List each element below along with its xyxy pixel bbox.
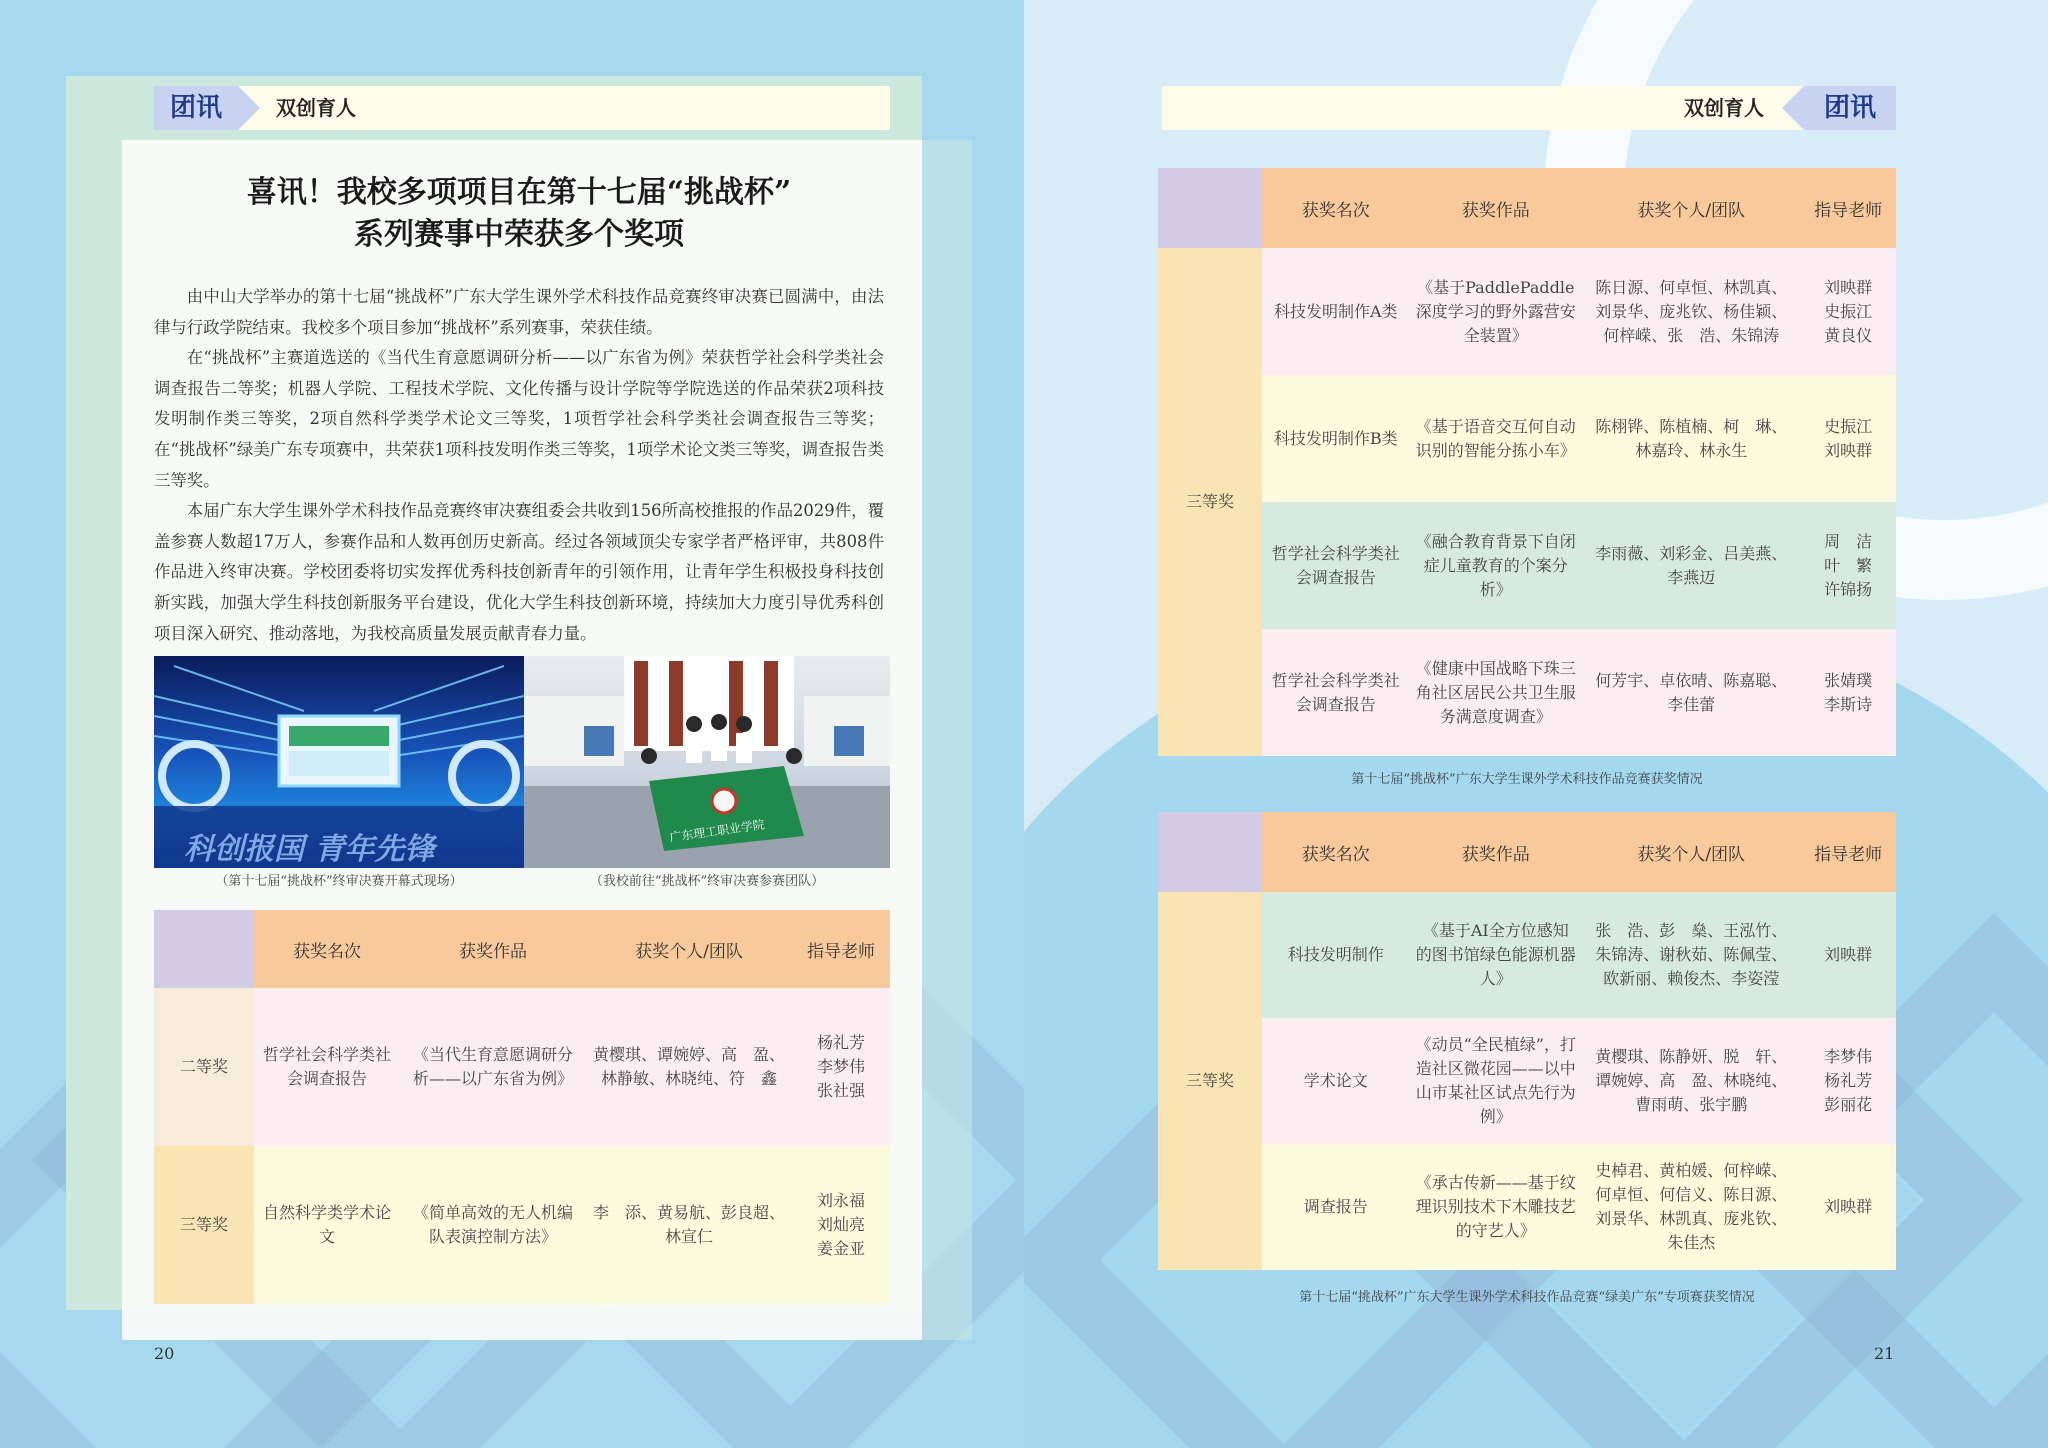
team-cell: 陈日源、何卓恒、林凯真、刘景华、庞兆钦、杨佳颖、何梓嵘、张 浩、朱锦涛 [1582,248,1800,375]
category-cell: 科技发明制作A类 [1262,248,1410,375]
team-cell: 李雨薇、刘彩金、吕美燕、李燕迈 [1582,502,1800,629]
team-cell: 李 添、黄易航、彭良超、林宣仁 [586,1146,792,1304]
photo-team-group [524,656,890,868]
table-row [1158,502,1896,629]
team-cell: 黄樱琪、陈静妍、脱 轩、谭婉婷、高 盈、林晓纯、曹雨萌、张宇鹏 [1582,1018,1800,1144]
table-header-row [1158,812,1896,892]
photo-caption: （第十七届“挑战杯”终审决赛开幕式现场） [215,874,463,889]
work-cell: 《动员“全民植绿”，打造社区微花园——以中山市某社区试点先行为例》 [1410,1018,1583,1144]
page-number: 20 [154,1344,175,1363]
tag-arrow-icon [238,86,260,130]
work-cell: 《健康中国战略下珠三角社区居民公共卫生服务满意度调查》 [1410,629,1583,756]
column-header: 指导老师 [792,910,890,988]
table-caption: 第十七届“挑战杯”广东大学生课外学术科技作品竞赛“绿美广东”专项赛获奖情况 [1299,1290,1755,1305]
paragraph: 在“挑战杯”主赛道选送的《当代生育意愿调研分析——以广东省为例》荣获哲学社会科学类社会调查报告二等奖；机器人学院、工程技术学院、文化传播与设计学院等学院选送的作品荣获2项科技发明制作类三等奖，2项自然科学类学术论文三等奖，1项哲学社会科学类社会调查报告三等奖；在“挑战杯”绿美广东专项赛中，共荣获1项科技发明作类三等奖，1项学术论文类三等奖，调查报告类三等奖。 [154,348,884,490]
column-header: 获奖名次 [1262,812,1410,892]
table-header-row [154,910,890,988]
teacher-cell: 张婧璞 李斯诗 [1800,629,1896,756]
table-header-row [1158,168,1896,248]
table-corner-cell [154,910,254,988]
column-header: 获奖作品 [1410,168,1583,248]
work-cell: 《基于AI全方位感知的图书馆绿色能源机器人》 [1410,892,1583,1018]
work-cell: 《简单高效的无人机编队表演控制方法》 [400,1146,586,1304]
teacher-cell: 史振江 刘映群 [1800,375,1896,502]
team-banner-text: 广东理工职业学院 [668,817,766,845]
column-header: 获奖个人/团队 [1582,812,1800,892]
teacher-cell: 杨礼芳 李梦伟 张社强 [792,988,890,1146]
section-tag: 团讯 [1804,86,1896,130]
section-tag: 团讯 [154,86,238,130]
article-body [154,282,884,649]
rank-cell: 三等奖 [154,1146,254,1304]
tag-arrow-icon [1782,86,1804,130]
work-cell: 《基于PaddlePaddle深度学习的野外露营安全装置》 [1410,248,1583,375]
table-corner-cell [1158,812,1262,892]
photo-caption: （我校前往“挑战杯”终审决赛参赛团队） [589,874,825,889]
table-row [154,988,890,1146]
rank-cell: 三等奖 [1158,892,1262,1270]
title-line: 喜讯！我校多项项目在第十七届“挑战杯” [246,175,792,210]
column-header: 指导老师 [1800,812,1896,892]
category-cell: 哲学社会科学类社会调查报告 [254,988,400,1146]
table-row [1158,375,1896,502]
rank-cell: 二等奖 [154,988,254,1146]
category-cell: 哲学社会科学类社会调查报告 [1262,629,1410,756]
teacher-cell: 李梦伟 杨礼芳 彭丽花 [1800,1018,1896,1144]
table-row [1158,629,1896,756]
paragraph: 本届广东大学生课外学术科技作品竞赛终审决赛组委会共收到156所高校推报的作品2029件，覆盖参赛人数超17万人，参赛作品和人数再创历史新高。经过各领域顶尖专家学者严格评审，共808件作品进入终审决赛。学校团委将切实发挥优秀科技创新青年的引领作用，让青年学生积极投身科技创新实践，加强大学生科技创新服务平台建设，优化大学生科技创新环境，持续加大力度引导优秀科创项目深入研究、推动落地，为我校高质量发展贡献青春力量。 [154,501,884,643]
paragraph: 由中山大学举办的第十七届“挑战杯”广东大学生课外学术科技作品竞赛终审决赛已圆满中，由法律与行政学院结束。我校多个项目参加“挑战杯”系列赛事，荣获佳绩。 [154,287,884,337]
teacher-cell: 周 洁 叶 繁 许锦扬 [1800,502,1896,629]
column-header: 获奖作品 [1410,812,1583,892]
table-row [1158,1018,1896,1144]
category-cell: 科技发明制作 [1262,892,1410,1018]
award-table-main [1158,168,1896,756]
column-header: 获奖名次 [1262,168,1410,248]
category-cell: 哲学社会科学类社会调查报告 [1262,502,1410,629]
team-cell: 张 浩、彭 燊、王泓竹、朱锦涛、谢秋茹、陈佩莹、欧新丽、赖俊杰、李姿滢 [1582,892,1800,1018]
category-cell: 学术论文 [1262,1018,1410,1144]
table-row [1158,248,1896,375]
rank-cell: 三等奖 [1158,248,1262,756]
team-cell: 陈栩铧、陈植楠、柯 琳、林嘉玲、林永生 [1582,375,1800,502]
category-cell: 调查报告 [1262,1144,1410,1270]
team-cell: 何芳宇、卓依晴、陈嘉聪、李佳蕾 [1582,629,1800,756]
award-table-green [1158,812,1896,1270]
column-header: 获奖个人/团队 [1582,168,1800,248]
category-cell: 科技发明制作B类 [1262,375,1410,502]
title-line: 系列赛事中荣获多个奖项 [354,217,684,252]
section-subtitle: 双创育人 [276,96,356,120]
work-cell: 《基于语音交互何自动识别的智能分拣小车》 [1410,375,1583,502]
page-number: 21 [1874,1344,1895,1363]
teacher-cell: 刘映群 史振江 黄良仪 [1800,248,1896,375]
section-subtitle: 双创育人 [1684,96,1764,120]
table-corner-cell [1158,168,1262,248]
right-page [1024,0,2048,1448]
column-header: 获奖个人/团队 [586,910,792,988]
team-cell: 史棹君、黄柏媛、何梓嵘、何卓恒、何信义、陈日源、刘景华、林凯真、庞兆钦、朱佳杰 [1582,1144,1800,1270]
photo-opening-ceremony [154,656,524,868]
work-cell: 《当代生育意愿调研分析——以广东省为例》 [400,988,586,1146]
table-row [154,1146,890,1304]
column-header: 获奖名次 [254,910,400,988]
work-cell: 《承古传新——基于纹理识别技术下木雕技艺的守艺人》 [1410,1144,1583,1270]
teacher-cell: 刘映群 [1800,892,1896,1018]
column-header: 指导老师 [1800,168,1896,248]
photo-stage-slogan: 科创报国 青年先锋 [184,832,435,867]
table-row [1158,1144,1896,1270]
column-header: 获奖作品 [400,910,586,988]
table-row [1158,892,1896,1018]
teacher-cell: 刘永福 刘灿亮 姜金亚 [792,1146,890,1304]
team-cell: 黄樱琪、谭婉婷、高 盈、林静敏、林晓纯、符 鑫 [586,988,792,1146]
article-title [154,172,884,256]
table-caption: 第十七届“挑战杯”广东大学生课外学术科技作品竞赛获奖情况 [1351,772,1703,787]
award-table-left [154,910,890,1304]
teacher-cell: 刘映群 [1800,1144,1896,1270]
category-cell: 自然科学类学术论文 [254,1146,400,1304]
section-header [154,86,890,130]
work-cell: 《融合教育背景下自闭症儿童教育的个案分析》 [1410,502,1583,629]
